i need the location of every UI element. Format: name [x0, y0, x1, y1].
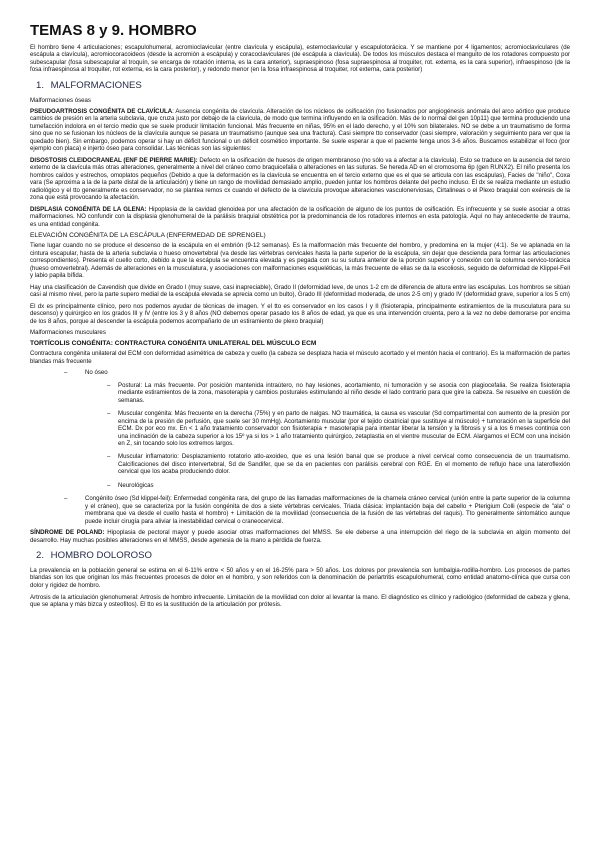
list-dash: – [107, 453, 111, 461]
list-item-no-oseo [30, 369, 570, 489]
term-displasia: DISPLASIA CONGÉNITA DE LA GLENA: [30, 205, 147, 213]
subheading-elevacion-escapula: ELEVACIÓN CONGÉNITA DE LA ESCÁPULA (ENFERMEDAD DE SPRENGEL) [30, 232, 266, 240]
section-heading-hombro-doloroso [30, 550, 570, 561]
text-displasia: Hipoplasia de la cavidad glenoidea por una afectación de la osificación de alguno de los puntos de osificación. Es infrecuente y se suele asociar a otras malformaciones. NO confundir con la displasia glenohumeral de la parálisis braquial obstétrica por la predominancia de los rotadores internos en esta patología. Aquí no hay antecedente de trauma, es una entidad congénita. [30, 205, 570, 228]
text-poland: Hipoplasia de pectoral mayor y puede asociar otras malformaciones del MMSS. Se ele deberse a una interrupción del riego de la subclavia en algún momento del desarrollo. Hay muchas posibles alteraciones en el MMSS, desde agenesia de la mano a pérdida de fuerza. [30, 529, 571, 544]
term-congenito-oseo: Congénito óseo [85, 495, 128, 503]
subheading-malformaciones-musculares: Malformaciones musculares [30, 329, 106, 337]
section-number: 1. [36, 79, 45, 91]
list-item-postural [85, 382, 570, 404]
text-muscular-congenita: : Más frecuente en la derecha (75%) y en parto de nalgas. NO traumática, la causa es vascular (Sd compartimental con aumento de la presión por encima de la presión de perfusión, que suele ser 30 mmHg). Acortamiento muscular (por el tejido cicatricial que sustituye al músculo) + tumoración en la superficie del ECM. Dx por eco mx. En < 1 año tratamiento conservador con fisioterapia + masoterapia para intentar liberar la tensión y la fibrosis y si a los 6 meses continúa con una inclinación de la cabeza superior a los 15º ya si los > 1 año tratamiento quirúrgico, zetaplastia en el vientre muscular de ECM. Alargamos el ECM con una incisión en Z, sin tocando solo los extremos largos. [118, 410, 570, 447]
list-dash: – [107, 481, 111, 489]
list-dash: – [64, 369, 68, 377]
term-neurologicas: Neurológicas [118, 481, 154, 489]
paragraph-elevacion-2: Hay una clasificación de Cavendish que divide en Grado I (muy suave, casi inapreciable), Grado II (deformidad leve, de unos 1-2 cm de diferencia de altura entre las escápulas. Los hombros se sitúan casi al mismo nivel, pero la parte supero medial de la escápula elevada se aprecia como un bulto), Grado III (deformidad moderada, de unos 2-5 cm) y grado IV (deformidad grave, superior a los 5 cm) [30, 283, 570, 299]
list-item-label: No óseo [85, 369, 108, 377]
page-title: TEMAS 8 y 9. HOMBRO [30, 22, 197, 39]
list-dash: – [107, 410, 111, 418]
term-pseudoartrosis: PSEUDOARTROSIS CONGÉNITA DE CLAVÍCULA [30, 107, 173, 115]
section-number: 2. [36, 549, 45, 561]
paragraph-displasia [30, 206, 570, 228]
subheading-torticolis: TORTÍCOLIS CONGÉNITA: CONTRACTURA CONGÉNITA UNILATERAL DEL MÚSCULO ECM [30, 340, 317, 348]
list-dash: – [107, 381, 111, 389]
list-dash: – [64, 495, 68, 503]
paragraph-dolor-1: La prevalencia en la población general se estima en el 6-11% entre < 50 años y en el 16-25% para > 50 años. Los dolores por prevalencia son lumbalgia-rodilla-hombro. Los procesos de partes blandas son los que originan los más frecuentes procesos de dolor en el hombro, y son referidos con la denominación de periartritis escapulohumeral, como entidad anatomo-clínica que cursa con dolor y rigidez de hombro. [30, 566, 570, 589]
list-item-neurologicas [85, 482, 570, 489]
term-postural: Postural [118, 381, 141, 389]
list-item-muscular-congenita [85, 410, 570, 447]
text-muscular-inflamatorio: : Desplazamiento rotatorio atlo-axoideo, que es una lesión banal que se produce a nivel cervical como consecuencia de un traumatismo. Calcificaciones del disco intervertebral, Sd de Sandifer, que se da en pacientes con parálisis cerebral con RGE. En el momento de reflujo hace una lateroflexión cervical que los acaba produciendo dolor. [118, 453, 570, 476]
paragraph-torticolis: Contractura congénita unilateral del ECM con deformidad asimétrica de cabeza y cuello (la cabeza se desplaza hacia el músculo acortado y el mentón hacia el contrario). Es la malformación de partes blandas más frecuente [30, 350, 570, 365]
term-muscular-inflamatorio: Muscular inflamatorio [118, 453, 178, 461]
subheading-malformaciones-oseas: Malformaciones óseas [30, 96, 91, 104]
section-heading-malformaciones [30, 80, 570, 91]
text-disostosis: Defecto en la osificación de huesos de origen membranoso (no sólo va a afectar a la clavícula). Esto se traduce en la ausencia del tercio externo de la clavícula más otras alteraciones, generalmente a nivel del cráneo como braquicefalia o alteraciones en las suturas. Se hereda AD en el cromosoma 6p (gen RUNX2). El niño presenta los hombros caídos y estrechos, omoplatos pequeños (Debido a que la deformación es la clavícula se encuentra en el tercio externo que es el que se articula con las escápulas), Facies de "niño", Coxa vara (Se aproxima a la de la parte distal de la articulación) y tiene un rango de movilidad demasiado amplio, pueden juntar los hombros delante del pecho incluso. El dx se realiza mediante un estudio radiológico y el tto generalmente es conservador, no se plantea remos cx cuando el defecto de la clavícula provoque alteraciones vasculonerviosas, Cirtalineas o el Plexo braquial con exéresis de la zona que está provocando la afectación. [30, 156, 570, 201]
paragraph-elevacion-3: El dx es principalmente clínico, pero nos podemos ayudar de técnicas de imagen. Y el tto es conservador en los casos I y II (fisioterapia, principalmente estiramientos de la musculatura para su descenso) y quirúrgico en los grados III y IV (entre los 3 y 8 años (NO debemos operar pasado los 8 años de edad, ya que es una intervención cruenta, pero a la vez no debe demorarse por encima de los 8 años, porque al descender la escápula podemos acompañarlo de un estiramiento de plexo braquial) [30, 302, 570, 325]
term-muscular-congenita: Muscular congénita [118, 410, 171, 418]
text-pseudoartrosis: : Ausencia congénita de clavícula. Alteración de los núcleos de osificación (no fusionados por angiogénesis anómala del arco aórtico que produce cambios de presión en la arteria subclavia, que cruza justo por debajo de la clavícula, de modo que termina influyendo en la osificación. Más de lo normal del gen 10p11) que termina produciendo una tumefacción indolora en el tercio medio que se suele producir limitación funcional. Más frecuente en niñas, 95% en el lado derecho, y el 10% son bilaterales. NO se debe a un traumatismo de forma sino que no se fusionan los núcleos de la clavícula aunque se pasara un traumatismo (aunque sea una fractura). Casi siempre tto conservador (casi siempre, valoración y seguimiento para ver que la quedado bien). Sin embargo, podemos operar si hay un déficit funcional o un déficit cosmético importante. Se suele esperar a que el paciente tenga unos 3-6 años. Buscamos estabilizar el foco (por ejemplo con placa) e injerto óseo para consolidar. Las técnicas son las siguientes: [30, 107, 570, 153]
list-item-muscular-inflamatorio [85, 453, 570, 475]
term-poland: SÍNDROME DE POLAND: [30, 529, 105, 537]
section-title: HOMBRO DOLOROSO [50, 549, 152, 561]
paragraph-dolor-2: Artrosis de la articulación glenohumeral: Artrosis de hombro infrecuente. Limitación de la movilidad con dolor al levantar la mano. El diagnóstico es clínico y radiológico (deformidad de cabeza y glena, que se aplana y más bizca y osteofitos). El tto es la sustitución de la articulación por prótesis. [30, 593, 570, 608]
text-postural: : La más frecuente. Por posición mantenida intraútero, no hay lesiones, acortamiento, ni tumoración y se asocia con plagiocefalia. Se realiza fisioterapia mediante estiramientos de la zona, masoterapia y cambios posturales estimulando al niño desde el lado contrario para que gire la cabeza. Se resuelve en cuestión de semanas. [118, 381, 570, 404]
term-disostosis: DISOSTOSIS CLEIDOCRANEAL (ENF DE PIERRE MARIE): [30, 156, 198, 164]
paragraph-disostosis [30, 157, 570, 202]
torticolis-list [30, 369, 570, 525]
paragraph-pseudoartrosis [30, 108, 570, 153]
no-oseo-sublist [85, 382, 570, 489]
paragraph-elevacion-1: Tiene lugar cuando no se produce el descenso de la escápula en el embrión (9-12 semanas). Es la malformación más frecuente del hombro, y predomina en la mujer (4:1). Se ve aplanada en la cintura escapular, hasta de la arteria subclavia o hueso omovertebral (va desde las vértebras cervicales hasta la parte superior de la escápula, sin dejar que descienda para formar las articulaciones correspondientes). Presenta el cuello corto, debido a que la escápula se encuentra elevada y es pegada con su su sutura anterior de la porción superior y conexión con la columna cervico-torácica (hueso omovertebral). Además de alteraciones en la musculatura, y asociaciones con malformaciones esqueléticas, la más frecuente de ellas se da la escoliosis, seguido de deformidad de Klippel-Feil y labio papila bífida. [30, 242, 570, 279]
text-congenito-oseo: (Sd klippel-feil): Enfermedad congénita rara, del grupo de las llamadas malformaciones de la charnela cráneo cervical (unión entre la parte superior de la columna y el cráneo), que se caracteriza por la fusión congénita de dos a siete vértebras cervicales. Triada clásica: implantación baja del cabello + Pterigium Colli (especie de "ala" o membrana que va desde el cuello hasta el hombro) + Limitación de la movilidad (consecuencia de la fusión de las vértebras del raquis). Tto generalmente sintomático aunque puede incluir cirugía para aliviar la inestabilidad cervical o craneocervical. [85, 495, 570, 525]
paragraph-poland [30, 529, 570, 544]
list-item-congenito-oseo [30, 495, 570, 525]
intro-paragraph: El hombro tiene 4 articulaciones; escapulohumeral, acromioclavicular (entre clavícula y escápula), esternoclavicular y escapulotorácica. Y se mantiene por 4 ligamentos; acromioclaviculares (de escápula a clavícula), acromiocoracoideos (desde la acromión a escápula) y coracoclaviculares (de escápula a clavícula). De todos los músculos destaca el manguito de los rotadores compuesto por subescapular (fosa subescapular al troquín, se encarga de rotación interna, es la cara anterior), supraespinoso (fosa supraespinosa al troquiter, rot. externa, es la cara superior), infraespinoso (de la fosa infraespinosa al troquiter, rot externa, es la cara posterior), y redondo menor (en la fosa infraespinosa al troquiter, rot externa, cara posterior) [30, 44, 570, 74]
section-title: MALFORMACIONES [50, 79, 142, 91]
